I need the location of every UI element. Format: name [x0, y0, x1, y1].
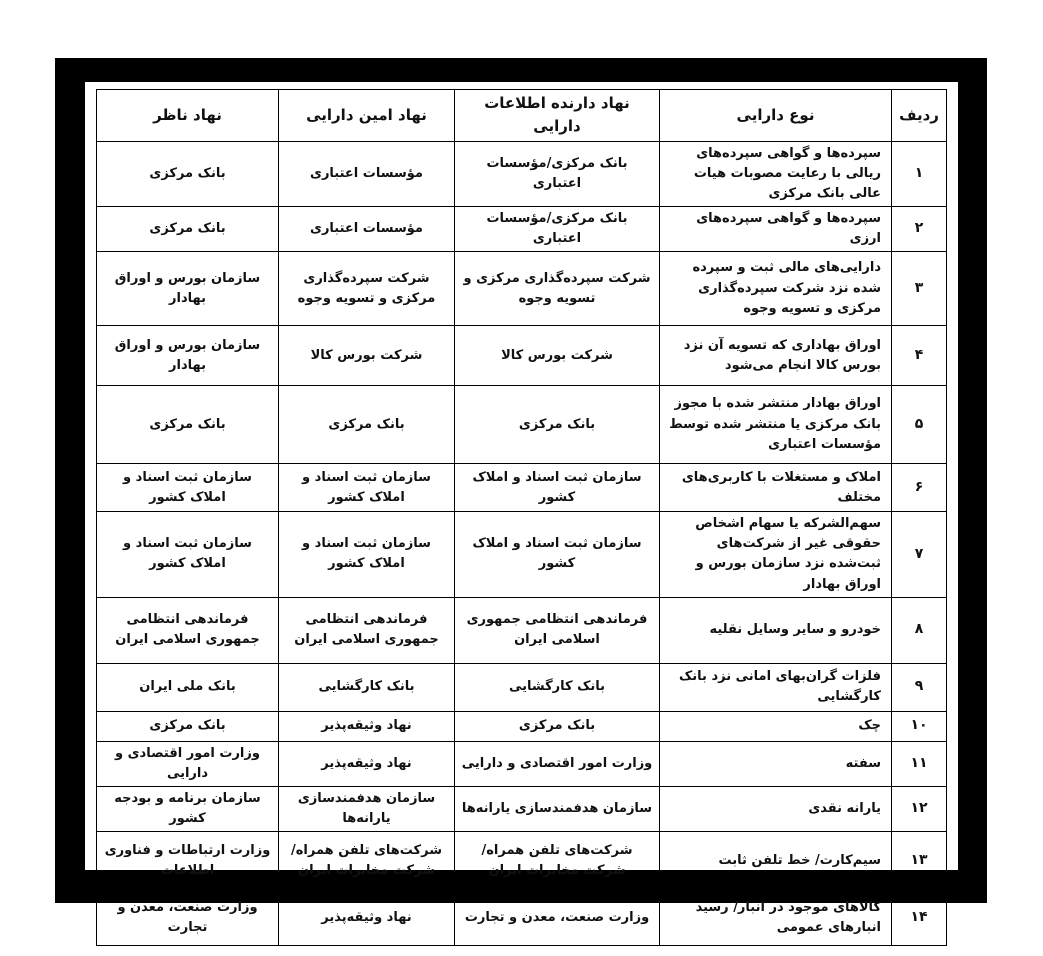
asset-type-cell: سهم‌الشرکه یا سهام اشخاص حقوقی غیر از شرکت‌های ثبت‌شده نزد سازمان بورس و اوراق بهادار [660, 512, 892, 598]
table-row [97, 141, 947, 206]
table-row [97, 597, 947, 663]
supervisor-cell: سازمان ثبت اسناد و املاک کشور [97, 512, 279, 598]
row-number: ۱ [892, 141, 947, 206]
trustee-cell: مؤسسات اعتباری [279, 206, 455, 251]
table-row [97, 464, 947, 512]
trustee-cell: سازمان ثبت اسناد و املاک کشور [279, 512, 455, 598]
asset-type-cell: املاک و مستغلات با کاربری‌های مختلف [660, 464, 892, 512]
info-holder-cell: وزارت صنعت، معدن و تجارت [455, 890, 660, 946]
supervisor-cell: بانک مرکزی [97, 206, 279, 251]
supervisor-cell: سازمان بورس و اوراق بهادار [97, 252, 279, 326]
header-info-holder: نهاد دارنده اطلاعات دارایی [455, 90, 660, 142]
supervisor-cell: وزارت امور اقتصادی و دارایی [97, 741, 279, 786]
row-number: ۱۱ [892, 741, 947, 786]
supervisor-cell: بانک مرکزی [97, 141, 279, 206]
asset-type-cell: چک [660, 711, 892, 741]
table-row [97, 832, 947, 890]
info-holder-cell: شرکت سپرده‌گذاری مرکزی و تسویه وجوه [455, 252, 660, 326]
table-row [97, 890, 947, 946]
trustee-cell: شرکت بورس کالا [279, 326, 455, 386]
trustee-cell: شرکت‌های تلفن همراه/شرکت مخابرات ایران [279, 832, 455, 890]
supervisor-cell: سازمان بورس و اوراق بهادار [97, 326, 279, 386]
info-holder-cell: شرکت‌های تلفن همراه/شرکت مخابرات ایران [455, 832, 660, 890]
asset-type-cell: سپرده‌ها و گواهی سپرده‌های ارزی [660, 206, 892, 251]
header-row-number: ردیف [892, 90, 947, 142]
trustee-cell: سازمان هدفمندسازی یارانه‌ها [279, 787, 455, 832]
asset-type-cell: سیم‌کارت/ خط تلفن ثابت [660, 832, 892, 890]
header-asset-type: نوع دارایی [660, 90, 892, 142]
trustee-cell: مؤسسات اعتباری [279, 141, 455, 206]
row-number: ۸ [892, 597, 947, 663]
trustee-cell: بانک مرکزی [279, 386, 455, 464]
asset-type-cell: دارایی‌های مالی ثبت و سپرده شده نزد شرکت سپرده‌گذاری مرکزی و تسویه وجوه [660, 252, 892, 326]
asset-type-cell: خودرو و سایر وسایل نقلیه [660, 597, 892, 663]
supervisor-cell: بانک مرکزی [97, 386, 279, 464]
table-row [97, 741, 947, 786]
info-holder-cell: بانک مرکزی [455, 711, 660, 741]
supervisor-cell: وزارت ارتباطات و فناوری اطلاعات [97, 832, 279, 890]
asset-registry-table [96, 89, 947, 946]
info-holder-cell: شرکت بورس کالا [455, 326, 660, 386]
row-number: ۲ [892, 206, 947, 251]
info-holder-cell: سازمان ثبت اسناد و املاک کشور [455, 512, 660, 598]
header-row [97, 90, 947, 142]
table-row [97, 252, 947, 326]
table-row [97, 787, 947, 832]
trustee-cell: شرکت سپرده‌گذاری مرکزی و تسویه وجوه [279, 252, 455, 326]
asset-type-cell: اوراق بهادار منتشر شده با مجوز بانک مرکزی یا منتشر شده توسط مؤسسات اعتباری [660, 386, 892, 464]
asset-type-cell: اوراق بهاداری که تسویه آن نزد بورس کالا انجام می‌شود [660, 326, 892, 386]
table-row [97, 206, 947, 251]
info-holder-cell: سازمان هدفمندسازی یارانه‌ها [455, 787, 660, 832]
header-trustee: نهاد امین دارایی [279, 90, 455, 142]
asset-type-cell: کالاهای موجود در انبار/ رسید انبارهای عمومی [660, 890, 892, 946]
row-number: ۹ [892, 663, 947, 711]
supervisor-cell: بانک ملی ایران [97, 663, 279, 711]
row-number: ۱۴ [892, 890, 947, 946]
supervisor-cell: وزارت صنعت، معدن و تجارت [97, 890, 279, 946]
row-number: ۶ [892, 464, 947, 512]
row-number: ۱۲ [892, 787, 947, 832]
trustee-cell: نهاد وثیقه‌پذیر [279, 741, 455, 786]
info-holder-cell: بانک کارگشایی [455, 663, 660, 711]
row-number: ۵ [892, 386, 947, 464]
supervisor-cell: بانک مرکزی [97, 711, 279, 741]
info-holder-cell: بانک مرکزی/مؤسسات اعتباری [455, 206, 660, 251]
info-holder-cell: بانک مرکزی/مؤسسات اعتباری [455, 141, 660, 206]
info-holder-cell: سازمان ثبت اسناد و املاک کشور [455, 464, 660, 512]
asset-type-cell: سپرده‌ها و گواهی سپرده‌های ریالی با رعایت مصوبات هیات عالی بانک مرکزی [660, 141, 892, 206]
trustee-cell: نهاد وثیقه‌پذیر [279, 711, 455, 741]
info-holder-cell: وزارت امور اقتصادی و دارایی [455, 741, 660, 786]
row-number: ۳ [892, 252, 947, 326]
table-row [97, 326, 947, 386]
trustee-cell: سازمان ثبت اسناد و املاک کشور [279, 464, 455, 512]
table-row [97, 386, 947, 464]
row-number: ۷ [892, 512, 947, 598]
asset-type-cell: فلزات گران‌بهای امانی نزد بانک کارگشایی [660, 663, 892, 711]
trustee-cell: فرماندهی انتظامی جمهوری اسلامی ایران [279, 597, 455, 663]
supervisor-cell: سازمان برنامه و بودجه کشور [97, 787, 279, 832]
supervisor-cell: فرماندهی انتظامی جمهوری اسلامی ایران [97, 597, 279, 663]
table-body [97, 141, 947, 946]
info-holder-cell: فرماندهی انتظامی جمهوری اسلامی ایران [455, 597, 660, 663]
info-holder-cell: بانک مرکزی [455, 386, 660, 464]
row-number: ۱۰ [892, 711, 947, 741]
trustee-cell: نهاد وثیقه‌پذیر [279, 890, 455, 946]
table-row [97, 711, 947, 741]
row-number: ۱۳ [892, 832, 947, 890]
asset-type-cell: سفته [660, 741, 892, 786]
row-number: ۴ [892, 326, 947, 386]
table-header [97, 90, 947, 142]
trustee-cell: بانک کارگشایی [279, 663, 455, 711]
header-supervisor: نهاد ناظر [97, 90, 279, 142]
table-row [97, 512, 947, 598]
asset-type-cell: یارانه نقدی [660, 787, 892, 832]
table-row [97, 663, 947, 711]
supervisor-cell: سازمان ثبت اسناد و املاک کشور [97, 464, 279, 512]
